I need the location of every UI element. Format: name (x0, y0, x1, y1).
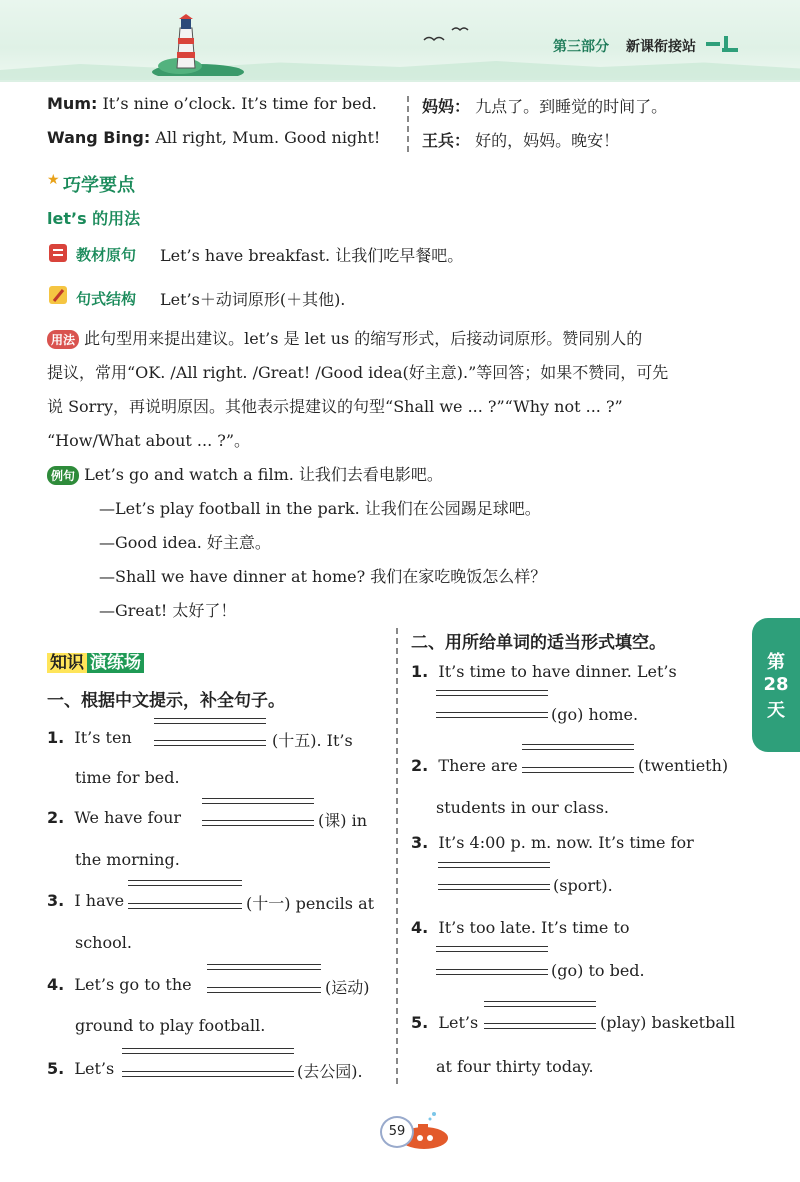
usage-line-4: “How/What about ... ?”。 (47, 431, 250, 450)
p2-q2-hint: (twentieth) (638, 756, 729, 775)
structure-label: 句式结构 (76, 290, 137, 308)
star-icon: ★ (47, 172, 60, 188)
dialogue-divider (407, 96, 409, 152)
p1-q5: 5. Let’s (47, 1059, 115, 1078)
part2-title: 二、用所给单词的适当形式填空。 (411, 633, 666, 653)
answer-blank[interactable] (154, 718, 266, 724)
answer-blank[interactable] (522, 744, 634, 750)
answer-blank[interactable] (207, 987, 321, 993)
answer-blank[interactable] (207, 964, 321, 970)
birds-icon (422, 22, 472, 46)
page-number: 59 (380, 1116, 414, 1148)
p2-q5: 5. Let’s (411, 1013, 479, 1032)
textbook-label: 教材原句 (76, 246, 137, 264)
p1-q5-hint: (去公园). (297, 1062, 363, 1081)
speaker: 妈妈 (422, 97, 455, 116)
usage-line-3: 说 Sorry，再说明原因。其他表示提建议的句型“Shall we ... ?”“Why not ... ?” (47, 397, 623, 416)
p1-q2: 2. We have four (47, 808, 182, 827)
p1-q1-after: time for bed. (75, 768, 180, 787)
line: 好的，妈妈。晚安！ (475, 131, 620, 150)
speaker: 王兵 (422, 131, 455, 150)
speaker: Mum (47, 94, 91, 113)
p1-q4: 4. Let’s go to the (47, 975, 192, 994)
p2-q4-hint: (go) to bed. (551, 961, 645, 980)
p1-q3: 3. I have (47, 891, 125, 910)
header-deco-icon (706, 36, 740, 54)
example-line: —Great! 太好了！ (99, 601, 237, 620)
p1-q3-after: school. (75, 933, 132, 952)
usage-block (47, 322, 747, 458)
p1-q1: 1. It’s ten (47, 728, 132, 747)
p2-q1: 1. It’s time to have dinner. Let’s (411, 662, 677, 681)
p1-q2-hint: (课) in (318, 811, 367, 830)
day-tab: 第 28 天 (752, 618, 800, 752)
dialogue-line-2-cn: 王兵： 好的，妈妈。晚安！ (422, 131, 620, 150)
p1-q4-hint: (运动) (325, 978, 370, 997)
example-line: 例句 Let’s go and watch a film. 让我们去看电影吧。 (47, 458, 747, 492)
usage-badge: 用法 (47, 330, 79, 349)
answer-blank[interactable] (484, 1023, 596, 1029)
part1-title: 一、根据中文提示，补全句子。 (47, 691, 285, 711)
answer-blank[interactable] (438, 862, 550, 868)
p1-q2-after: the morning. (75, 850, 180, 869)
dialogue-line-2-en: Wang Bing: All right, Mum. Good night! (47, 128, 381, 147)
lighthouse-icon (150, 14, 245, 76)
usage-line-1: 用法 此句型用来提出建议。let’s 是 let us 的缩写形式，后接动词原形。赞同别人的 (47, 322, 747, 356)
speaker: Wang Bing (47, 128, 144, 147)
p2-q4: 4. It’s too late. It’s time to (411, 918, 630, 937)
answer-blank[interactable] (436, 712, 548, 718)
structure-text: Let’s＋动词原形(＋其他). (160, 290, 346, 309)
dialogue-line-1-cn: 妈妈： 九点了。到睡觉的时间了。 (422, 97, 668, 116)
p1-q3-hint: (十一) pencils at (246, 894, 375, 913)
p2-q3-hint: (sport). (553, 876, 613, 895)
example-line: —Shall we have dinner at home? 我们在家吃晚饭怎么样？ (99, 567, 547, 586)
p2-q3: 3. It’s 4:00 p. m. now. It’s time for (411, 833, 694, 852)
column-divider (396, 628, 398, 1084)
textbook-sentence: Let’s have breakfast. 让我们吃早餐吧。 (160, 246, 464, 265)
answer-blank[interactable] (438, 884, 550, 890)
answer-blank[interactable] (202, 798, 314, 804)
line: 九点了。到睡觉的时间了。 (475, 97, 668, 116)
answer-blank[interactable] (128, 880, 242, 886)
answer-blank[interactable] (128, 903, 242, 909)
usage-line-2: 提议，常用“OK. /All right. /Great! /Good idea(好主意).”等回答；如果不赞同，可先 (47, 363, 669, 382)
example-line: —Good idea. 好主意。 (99, 533, 271, 552)
pencil-icon (47, 284, 69, 306)
example-badge: 例句 (47, 466, 79, 485)
topic-title: let’s 的用法 (47, 209, 141, 228)
example-line: —Let’s play football in the park. 让我们在公园踢足球吧。 (99, 499, 541, 518)
answer-blank[interactable] (122, 1071, 294, 1077)
example-block (47, 458, 747, 628)
answer-blank[interactable] (436, 690, 548, 696)
practice-badge: 知识 演练场 (47, 648, 144, 673)
p2-q5-after: at four thirty today. (436, 1057, 594, 1076)
p2-q1-hint: (go) home. (551, 705, 639, 724)
answer-blank[interactable] (122, 1048, 294, 1054)
answer-blank[interactable] (436, 969, 548, 975)
section-title: 巧学要点 (63, 175, 135, 196)
dialogue-line-1-en: Mum: It’s nine o’clock. It’s time for bed. (47, 94, 377, 113)
p1-q4-after: ground to play football. (75, 1016, 266, 1035)
answer-blank[interactable] (202, 820, 314, 826)
p2-q5-hint: (play) basketball (600, 1013, 736, 1032)
answer-blank[interactable] (436, 946, 548, 952)
p2-q2-after: students in our class. (436, 798, 609, 817)
answer-blank[interactable] (522, 767, 634, 773)
p2-q2: 2. There are (411, 756, 518, 775)
line: All right, Mum. Good night! (155, 128, 381, 147)
p1-q1-hint: (十五). It’s (272, 731, 353, 750)
book-icon (47, 242, 69, 264)
answer-blank[interactable] (154, 740, 266, 746)
line: It’s nine o’clock. It’s time for bed. (102, 94, 377, 113)
header-part: 第三部分 (553, 39, 609, 55)
header-title: 新课衔接站 (626, 39, 696, 55)
answer-blank[interactable] (484, 1001, 596, 1007)
